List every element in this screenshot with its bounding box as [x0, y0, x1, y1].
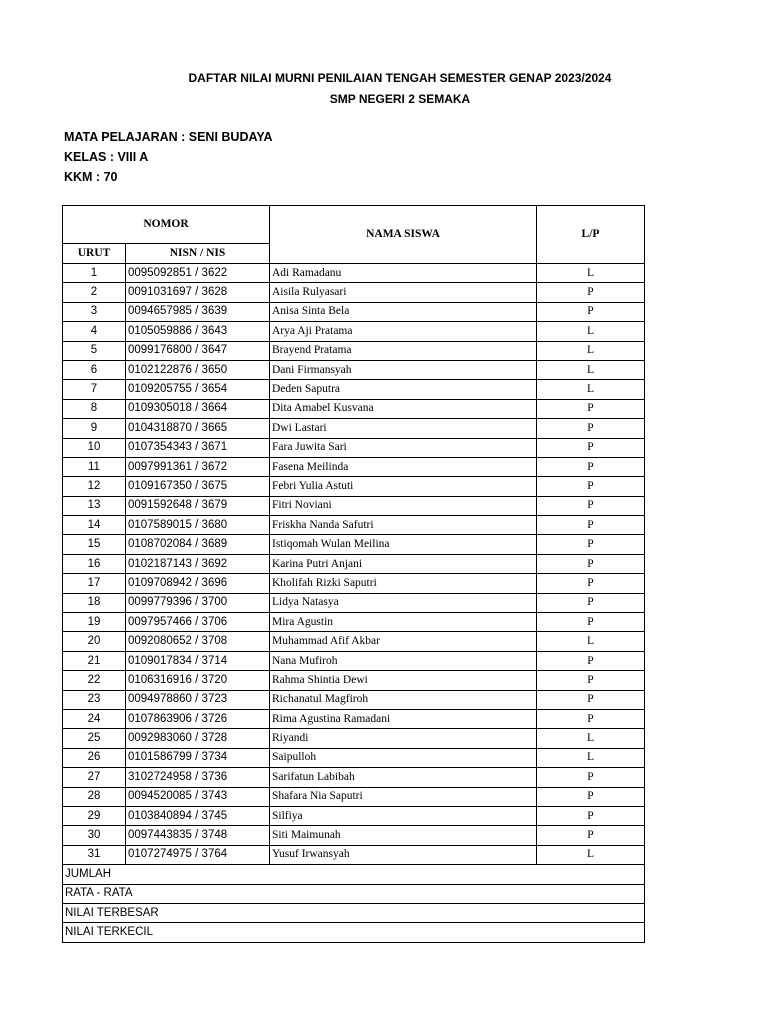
row-number: 1 [63, 264, 126, 283]
header-row-top [63, 206, 645, 244]
row-student-name: Nana Mufiroh [270, 651, 537, 670]
summary-label: JUMLAH [63, 865, 645, 884]
row-gender: L [537, 264, 645, 283]
row-number: 5 [63, 341, 126, 360]
row-student-name: Muhammad Afif Akbar [270, 632, 537, 651]
row-student-name: Mira Agustin [270, 613, 537, 632]
table-row [63, 671, 645, 690]
row-number: 25 [63, 729, 126, 748]
row-student-name: Febri Yulia Astuti [270, 477, 537, 496]
row-student-name: Sarifatun Labibah [270, 768, 537, 787]
table-row [63, 380, 645, 399]
row-gender: L [537, 322, 645, 341]
row-student-name: Karina Putri Anjani [270, 554, 537, 573]
table-row [63, 690, 645, 709]
table-row [63, 574, 645, 593]
row-student-name: Riyandi [270, 729, 537, 748]
row-number: 24 [63, 709, 126, 728]
row-student-name: Fara Juwita Sari [270, 438, 537, 457]
header-lp: L/P [537, 206, 645, 264]
table-row [63, 806, 645, 825]
school-name: SMP NEGERI 2 SEMAKA [329, 92, 471, 106]
grade-table [62, 205, 645, 943]
row-nisn: 0101586799 / 3734 [126, 748, 270, 767]
row-number: 21 [63, 651, 126, 670]
row-number: 7 [63, 380, 126, 399]
row-number: 29 [63, 806, 126, 825]
row-number: 18 [63, 593, 126, 612]
row-nisn: 0097957466 / 3706 [126, 613, 270, 632]
kkm-label: KKM : 70 [64, 170, 118, 184]
row-nisn: 0091592648 / 3679 [126, 496, 270, 515]
row-student-name: Siti Maimunah [270, 826, 537, 845]
row-number: 31 [63, 845, 126, 864]
table-row [63, 516, 645, 535]
row-student-name: Arya Aji Pratama [270, 322, 537, 341]
row-gender: L [537, 748, 645, 767]
table-row [63, 322, 645, 341]
class-label: KELAS : VIII A [64, 150, 149, 164]
row-nisn: 0105059886 / 3643 [126, 322, 270, 341]
row-nisn: 0094657985 / 3639 [126, 302, 270, 321]
summary-label: RATA - RATA [63, 884, 645, 903]
row-student-name: Deden Saputra [270, 380, 537, 399]
row-number: 22 [63, 671, 126, 690]
row-nisn: 0099176800 / 3647 [126, 341, 270, 360]
row-nisn: 0107274975 / 3764 [126, 845, 270, 864]
row-nisn: 0107863906 / 3726 [126, 709, 270, 728]
table-row [63, 399, 645, 418]
row-gender: P [537, 419, 645, 438]
row-gender: P [537, 709, 645, 728]
header-nomor: NOMOR [63, 206, 270, 244]
row-number: 6 [63, 360, 126, 379]
table-row [63, 283, 645, 302]
row-number: 12 [63, 477, 126, 496]
row-number: 11 [63, 457, 126, 476]
row-gender: P [537, 283, 645, 302]
row-student-name: Richanatul Magfiroh [270, 690, 537, 709]
row-student-name: Dwi Lastari [270, 419, 537, 438]
row-number: 4 [63, 322, 126, 341]
table-row [63, 613, 645, 632]
row-number: 13 [63, 496, 126, 515]
row-nisn: 0094978860 / 3723 [126, 690, 270, 709]
table-row [63, 419, 645, 438]
subject-label: MATA PELAJARAN : SENI BUDAYA [64, 130, 273, 144]
table-row [63, 787, 645, 806]
row-gender: P [537, 477, 645, 496]
row-nisn: 0102122876 / 3650 [126, 360, 270, 379]
row-nisn: 0097443835 / 3748 [126, 826, 270, 845]
table-row [63, 845, 645, 864]
row-number: 16 [63, 554, 126, 573]
table-row [63, 477, 645, 496]
row-nisn: 0109205755 / 3654 [126, 380, 270, 399]
row-gender: P [537, 554, 645, 573]
row-gender: P [537, 671, 645, 690]
row-nisn: 0102187143 / 3692 [126, 554, 270, 573]
row-number: 9 [63, 419, 126, 438]
row-number: 19 [63, 613, 126, 632]
row-gender: L [537, 380, 645, 399]
table-row [63, 651, 645, 670]
document-title: DAFTAR NILAI MURNI PENILAIAN TENGAH SEMESTER GENAP 2023/2024 [188, 71, 612, 85]
row-student-name: Istiqomah Wulan Meilina [270, 535, 537, 554]
row-nisn: 0109708942 / 3696 [126, 574, 270, 593]
row-gender: P [537, 438, 645, 457]
row-number: 10 [63, 438, 126, 457]
summary-row [63, 923, 645, 942]
row-nisn: 0094520085 / 3743 [126, 787, 270, 806]
row-gender: P [537, 302, 645, 321]
table-row [63, 457, 645, 476]
summary-row [63, 865, 645, 884]
row-gender: P [537, 457, 645, 476]
row-nisn: 0108702084 / 3689 [126, 535, 270, 554]
summary-label: NILAI TERBESAR [63, 903, 645, 922]
row-student-name: Aisila Rulyasari [270, 283, 537, 302]
row-number: 26 [63, 748, 126, 767]
row-student-name: Fasena Meilinda [270, 457, 537, 476]
table-row [63, 709, 645, 728]
row-number: 8 [63, 399, 126, 418]
row-number: 20 [63, 632, 126, 651]
table-row [63, 496, 645, 515]
row-student-name: Rima Agustina Ramadani [270, 709, 537, 728]
table-row [63, 632, 645, 651]
row-nisn: 0107589015 / 3680 [126, 516, 270, 535]
header-urut: URUT [63, 244, 126, 264]
row-student-name: Yusuf Irwansyah [270, 845, 537, 864]
row-number: 14 [63, 516, 126, 535]
row-gender: P [537, 826, 645, 845]
row-student-name: Kholifah Rizki Saputri [270, 574, 537, 593]
row-nisn: 0092080652 / 3708 [126, 632, 270, 651]
row-gender: P [537, 787, 645, 806]
summary-label: NILAI TERKECIL [63, 923, 645, 942]
row-gender: P [537, 613, 645, 632]
row-gender: L [537, 632, 645, 651]
row-number: 28 [63, 787, 126, 806]
row-nisn: 3102724958 / 3736 [126, 768, 270, 787]
row-gender: P [537, 516, 645, 535]
summary-row [63, 884, 645, 903]
header-nisn: NISN / NIS [126, 244, 270, 264]
table-row [63, 593, 645, 612]
row-number: 27 [63, 768, 126, 787]
table-row [63, 438, 645, 457]
table-row [63, 729, 645, 748]
row-student-name: Dani Firmansyah [270, 360, 537, 379]
table-row [63, 302, 645, 321]
row-nisn: 0106316916 / 3720 [126, 671, 270, 690]
row-student-name: Dita Amabel Kusvana [270, 399, 537, 418]
row-gender: L [537, 341, 645, 360]
header-nama-siswa: NAMA SISWA [270, 206, 537, 264]
row-student-name: Lidya Natasya [270, 593, 537, 612]
row-nisn: 0103840894 / 3745 [126, 806, 270, 825]
row-number: 3 [63, 302, 126, 321]
row-nisn: 0104318870 / 3665 [126, 419, 270, 438]
row-student-name: Silfiya [270, 806, 537, 825]
row-gender: P [537, 593, 645, 612]
row-gender: P [537, 768, 645, 787]
row-student-name: Anisa Sinta Bela [270, 302, 537, 321]
row-number: 17 [63, 574, 126, 593]
row-nisn: 0091031697 / 3628 [126, 283, 270, 302]
row-gender: P [537, 651, 645, 670]
table-row [63, 341, 645, 360]
row-nisn: 0109167350 / 3675 [126, 477, 270, 496]
row-nisn: 0092983060 / 3728 [126, 729, 270, 748]
table-row [63, 748, 645, 767]
table-row [63, 554, 645, 573]
table-row [63, 768, 645, 787]
row-gender: P [537, 806, 645, 825]
row-nisn: 0109305018 / 3664 [126, 399, 270, 418]
row-nisn: 0095092851 / 3622 [126, 264, 270, 283]
row-gender: L [537, 845, 645, 864]
table-row [63, 826, 645, 845]
row-student-name: Adi Ramadanu [270, 264, 537, 283]
row-nisn: 0099779396 / 3700 [126, 593, 270, 612]
row-student-name: Saipulloh [270, 748, 537, 767]
row-number: 30 [63, 826, 126, 845]
row-number: 2 [63, 283, 126, 302]
row-gender: L [537, 729, 645, 748]
row-student-name: Friskha Nanda Safutri [270, 516, 537, 535]
row-number: 23 [63, 690, 126, 709]
summary-row [63, 903, 645, 922]
row-gender: L [537, 360, 645, 379]
table-row [63, 360, 645, 379]
row-student-name: Rahma Shintia Dewi [270, 671, 537, 690]
row-nisn: 0109017834 / 3714 [126, 651, 270, 670]
table-row [63, 264, 645, 283]
row-number: 15 [63, 535, 126, 554]
row-nisn: 0097991361 / 3672 [126, 457, 270, 476]
row-gender: P [537, 690, 645, 709]
row-gender: P [537, 574, 645, 593]
row-student-name: Brayend Pratama [270, 341, 537, 360]
table-row [63, 535, 645, 554]
row-gender: P [537, 535, 645, 554]
row-student-name: Shafara Nia Saputri [270, 787, 537, 806]
row-student-name: Fitri Noviani [270, 496, 537, 515]
row-gender: P [537, 496, 645, 515]
row-gender: P [537, 399, 645, 418]
row-nisn: 0107354343 / 3671 [126, 438, 270, 457]
